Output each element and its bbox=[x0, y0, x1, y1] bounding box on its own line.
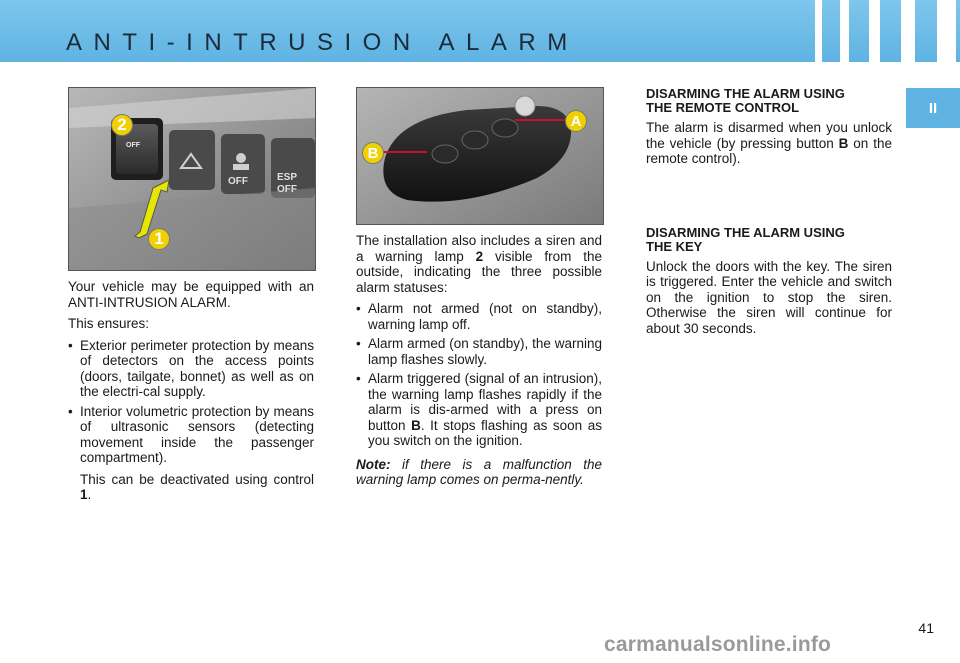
col2-bullet-armed: • Alarm armed (on standby), the warning lamp flashes slowly. bbox=[356, 336, 602, 367]
switch-panel-photo bbox=[68, 87, 316, 271]
col2-list bbox=[356, 301, 602, 449]
col1-list bbox=[68, 338, 314, 466]
col2-bullet-not-armed: • Alarm not armed (not on standby), warning lamp off. bbox=[356, 301, 602, 332]
switch-label-esp-off: OFF bbox=[277, 184, 297, 195]
ref-button-b: B bbox=[411, 417, 421, 433]
callout-a: A bbox=[565, 110, 587, 132]
switch-label-esp: ESP bbox=[277, 172, 298, 183]
column-1 bbox=[68, 279, 314, 509]
heading-key: DISARMING THE ALARM USING THE KEY bbox=[646, 224, 845, 254]
callout-b: B bbox=[362, 142, 384, 164]
watermark: carmanualsonline.info bbox=[604, 633, 832, 656]
col1-bullet-exterior: • Exterior perimeter protection by means of detectors on the access points (doors, tailgate, bonnet) as well as on the electri-cal supply. bbox=[68, 338, 314, 400]
column-3 bbox=[646, 87, 892, 342]
heading-remote-control: DISARMING THE ALARM USING THE REMOTE CONTROL bbox=[646, 86, 845, 115]
ref-control-1: 1 bbox=[80, 487, 88, 502]
col2-note: Note: if there is a malfunction the warning lamp comes on perma-nently. bbox=[356, 456, 602, 487]
col1-ensures: This ensures: bbox=[68, 316, 150, 331]
callout-2: 2 bbox=[111, 114, 133, 136]
remote-key-illustration bbox=[357, 88, 603, 224]
switch-label-2: OFF bbox=[228, 176, 248, 187]
col1-intro: Your vehicle may be equipped with an ANTI-INTRUSION ALARM. bbox=[68, 279, 314, 310]
page-header bbox=[0, 0, 960, 62]
col2-bullet-triggered: • Alarm triggered (signal of an intrusion), the warning lamp flashes rapidly if the alarm is dis-armed with a press on button B. It stops flashing as soon as you switch on the ignition. bbox=[356, 371, 602, 449]
ref-lamp-2: 2 bbox=[475, 248, 484, 264]
col1-bullet-interior: • Interior volumetric protection by means of ultrasonic sensors (detecting movement inside the passenger compartment). bbox=[68, 404, 314, 466]
switch-label-alarm: OFF bbox=[126, 142, 140, 149]
col3-para-key: Unlock the doors with the key. The siren is triggered. Enter the vehicle and switch on the ignition to stop the siren. Otherwise the siren will continue for about 30 seconds. bbox=[646, 258, 892, 336]
ref-button-b-2: B bbox=[838, 135, 849, 151]
remote-key-photo bbox=[356, 87, 604, 225]
callout-1: 1 bbox=[148, 228, 170, 250]
col2-intro: The installation also includes a siren and a warning lamp 2 visible from the outside, indicating the three possible alarm statuses: bbox=[356, 233, 602, 295]
col1-deactivate: This can be deactivated using control 1. bbox=[80, 471, 314, 502]
page-number: 41 bbox=[918, 620, 934, 636]
col3-para-remote: The alarm is disarmed when you unlock the vehicle (by pressing button B on the remote control). bbox=[646, 120, 892, 166]
page-title: ANTI-INTRUSION ALARM bbox=[66, 29, 579, 56]
chapter-tab: II bbox=[906, 88, 960, 128]
column-2 bbox=[356, 233, 602, 494]
